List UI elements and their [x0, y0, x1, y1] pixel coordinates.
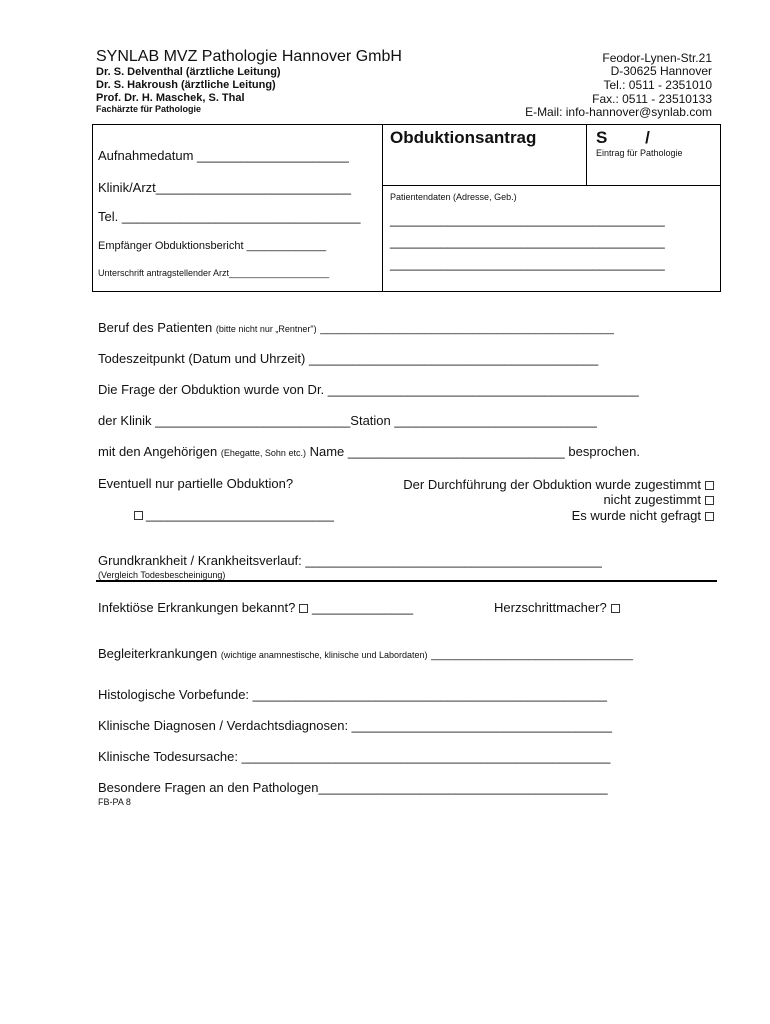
beruf-hint: (bitte nicht nur „Rentner")	[215, 324, 317, 334]
doctor-line-3: Prof. Dr. H. Maschek, S. Thal	[96, 92, 245, 104]
address-fax: Fax.: 0511 - 23510133	[592, 92, 712, 106]
angehoerige-hint: (Ehegatte, Sohn etc.)	[220, 448, 306, 458]
begleit-row[interactable]	[98, 646, 633, 661]
unterschrift-field[interactable]: Unterschrift antragstellender Arzt____________________	[98, 268, 330, 278]
angehoerige-label: mit den Angehörigen	[98, 444, 218, 459]
zugestimmt-option[interactable]	[403, 477, 714, 492]
herzschrittmacher-checkbox[interactable]	[611, 604, 620, 613]
address-street: Feodor-Lynen-Str.21	[602, 51, 712, 65]
form-id: FB-PA 8	[98, 797, 131, 807]
section-divider	[96, 580, 717, 582]
box-divider-s	[586, 124, 587, 186]
aufnahmedatum-field[interactable]: Aufnahmedatum _____________________	[98, 148, 349, 163]
s-caption: Eintrag für Pathologie	[596, 148, 683, 158]
address-tel: Tel.: 0511 - 2351010	[603, 78, 712, 92]
partiell-question: Eventuell nur partielle Obduktion?	[98, 476, 294, 491]
todeszeitpunkt-field[interactable]: Todeszeitpunkt (Datum und Uhrzeit) ________________________________________	[98, 351, 599, 366]
grundkrankheit-field[interactable]: Grundkrankheit / Krankheitsverlauf: _________________________________________	[98, 553, 602, 568]
partiell-line[interactable]: __________________________	[146, 507, 334, 522]
nicht-gefragt-label: Es wurde nicht gefragt	[571, 508, 701, 523]
specialty: Fachärzte für Pathologie	[96, 104, 202, 114]
doctor-line-2: Dr. S. Hakroush (ärztliche Leitung)	[96, 79, 276, 91]
begleit-line[interactable]: _________________________________	[431, 649, 634, 661]
herzschrittmacher-label: Herzschrittmacher?	[494, 600, 607, 615]
zugestimmt-checkbox[interactable]	[705, 481, 714, 490]
klinische-diagnosen-field[interactable]: Klinische Diagnosen / Verdachtsdiagnosen: ____________________________________	[98, 718, 612, 733]
besondere-fragen-field[interactable]: Besondere Fragen an den Pathologen________________________________________	[98, 780, 608, 795]
box-divider-vertical	[382, 124, 383, 292]
begleit-label: Begleiterkrankungen	[98, 646, 218, 661]
histologie-field[interactable]: Histologische Vorbefunde: _________________________________________________	[98, 687, 607, 702]
grundkrankheit-hint: (Vergleich Todesbescheinigung)	[98, 570, 226, 580]
partiell-checkbox[interactable]	[134, 511, 143, 520]
patient-caption: Patientendaten (Adresse, Geb.)	[390, 192, 517, 202]
partiell-option[interactable]	[134, 507, 334, 522]
klinik-station-field[interactable]: der Klinik ___________________________Station ____________________________	[98, 413, 597, 428]
infekt-line[interactable]: ______________	[311, 600, 414, 615]
s-field[interactable]: S /	[596, 128, 650, 147]
infekt-label: Infektiöse Erkrankungen bekannt?	[98, 600, 296, 615]
beruf-line[interactable]: ________________________________________________	[320, 323, 614, 335]
tel-field[interactable]: Tel. _________________________________	[98, 209, 361, 224]
address-city: D-30625 Hannover	[610, 64, 712, 78]
nicht-zugestimmt-label: nicht zugestimmt	[603, 492, 701, 507]
box-divider-horizontal	[382, 185, 721, 186]
nicht-zugestimmt-checkbox[interactable]	[705, 496, 714, 505]
infekt-row[interactable]	[98, 600, 413, 615]
infekt-checkbox[interactable]	[299, 604, 308, 613]
patient-line-2[interactable]: ______________________________________	[390, 234, 665, 249]
beruf-label: Beruf des Patienten	[98, 320, 213, 335]
zugestimmt-label: Der Durchführung der Obduktion wurde zugestimmt	[403, 477, 701, 492]
begleit-hint: (wichtige anamnestische, klinische und Labordaten)	[220, 650, 428, 660]
address-email: E-Mail: info-hannover@synlab.com	[525, 105, 712, 119]
nicht-gefragt-option[interactable]	[572, 508, 714, 523]
nicht-gefragt-checkbox[interactable]	[705, 512, 714, 521]
empfaenger-field[interactable]: Empfänger Obduktionsbericht _____________	[98, 240, 327, 252]
company-name: SYNLAB MVZ Pathologie Hannover GmbH	[96, 48, 402, 65]
klinik-arzt-field[interactable]: Klinik/Arzt___________________________	[98, 180, 351, 195]
herzschrittmacher-row[interactable]	[494, 600, 620, 615]
patient-line-3[interactable]: ______________________________________	[390, 256, 665, 271]
patient-line-1[interactable]: ______________________________________	[390, 212, 665, 227]
beruf-row[interactable]	[98, 320, 614, 335]
form-title: Obduktionsantrag	[390, 128, 537, 147]
angehoerige-row[interactable]	[98, 444, 640, 459]
nicht-zugestimmt-option[interactable]	[603, 492, 714, 507]
todesursache-field[interactable]: Klinische Todesursache: ___________________________________________________	[98, 749, 611, 764]
doctor-line-1: Dr. S. Delventhal (ärztliche Leitung)	[96, 66, 281, 78]
angehoerige-name-field[interactable]: Name ______________________________ besprochen.	[309, 444, 640, 459]
obduktion-dr-field[interactable]: Die Frage der Obduktion wurde von Dr. ___________________________________________	[98, 382, 639, 397]
